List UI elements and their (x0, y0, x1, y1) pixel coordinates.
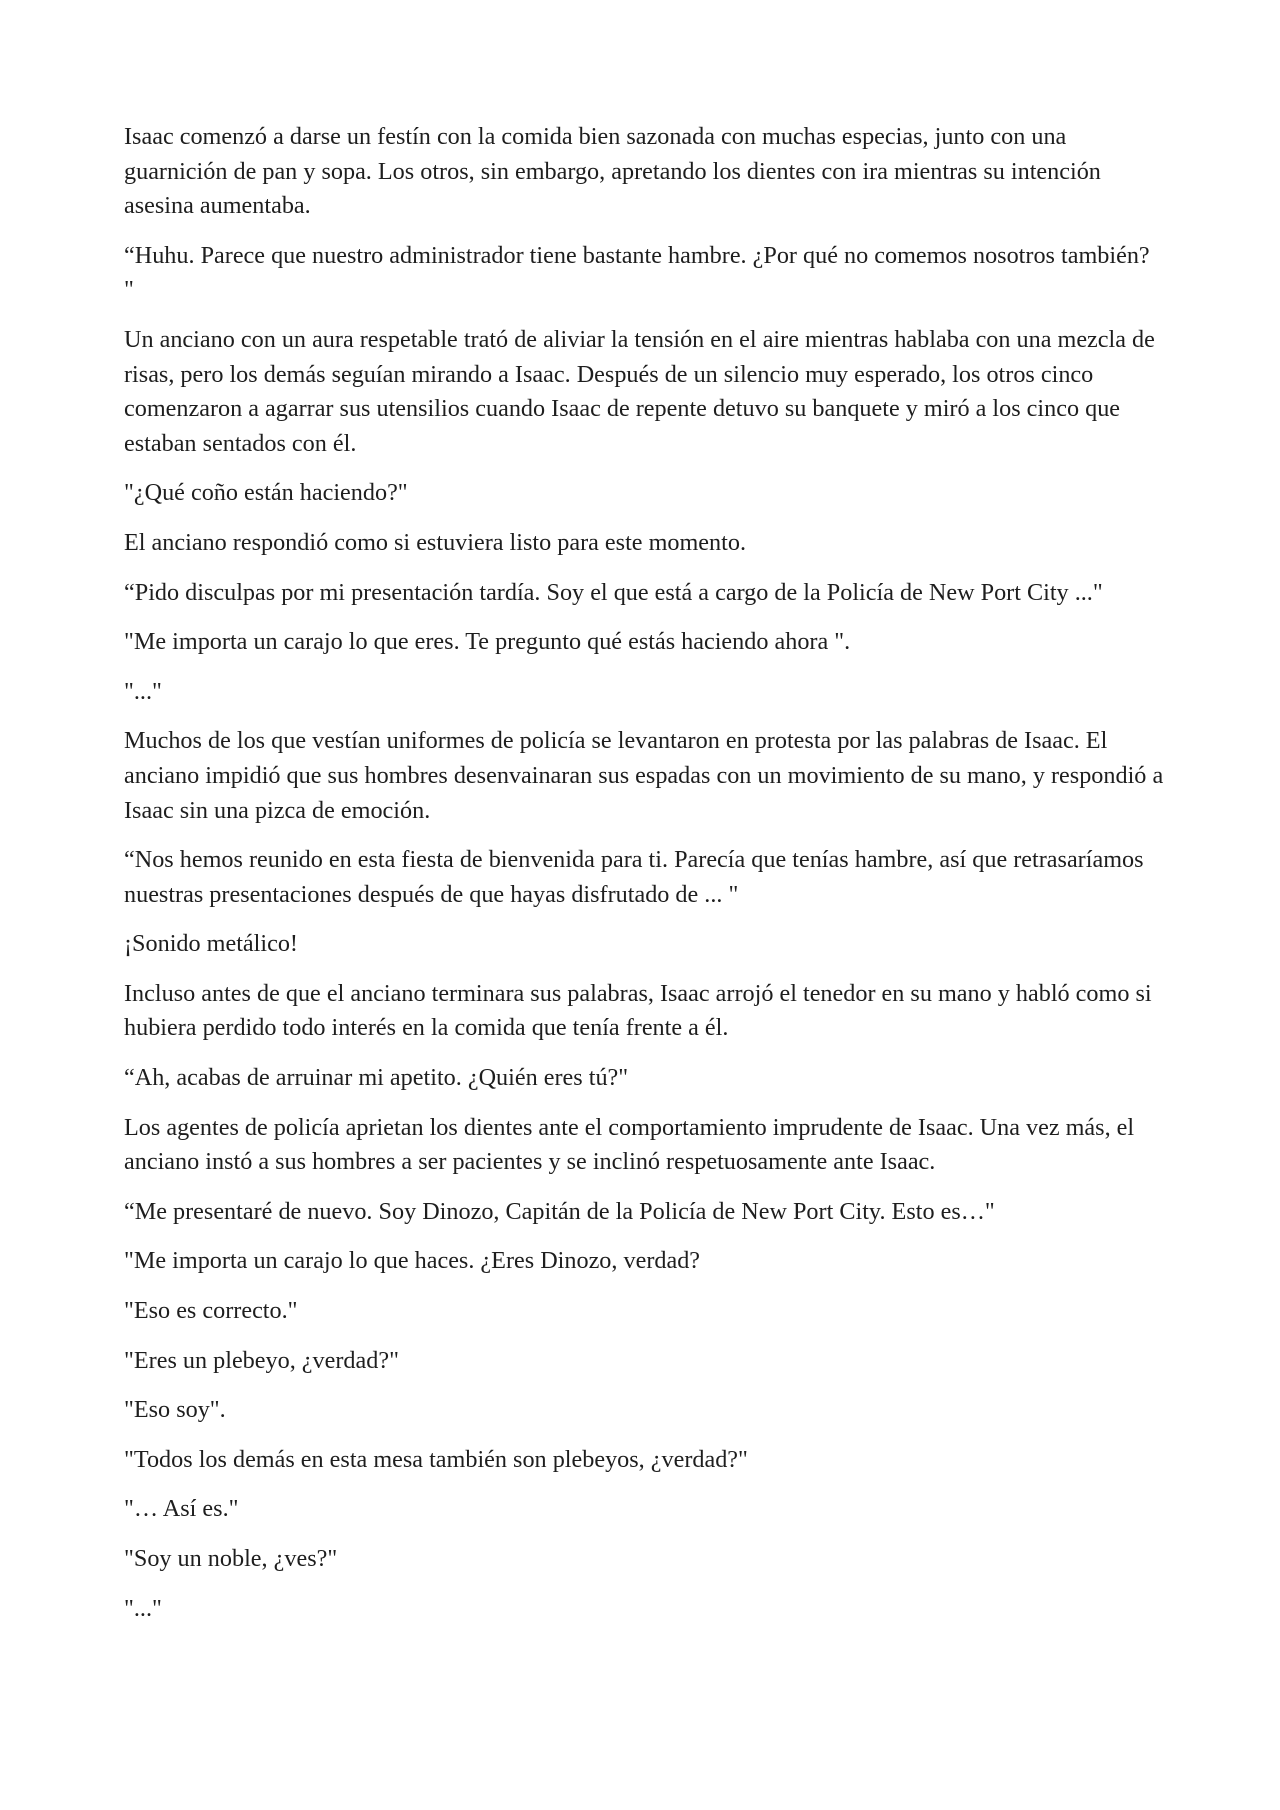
paragraph-4: "¿Qué coño están haciendo?" (124, 479, 408, 507)
paragraph-17: "Eso es correcto." (124, 1297, 298, 1325)
paragraph-11: ¡Sonido metálico! (124, 930, 298, 958)
paragraph-8: "..." (124, 677, 162, 705)
paragraph-7: "Me importa un carajo lo que eres. Te pregunto qué estás haciendo ahora ". (124, 628, 851, 656)
paragraph-19: "Eso soy". (124, 1396, 226, 1424)
paragraph-21: "… Así es." (124, 1495, 239, 1523)
paragraph-20: "Todos los demás en esta mesa también son plebeyos, ¿verdad?" (124, 1445, 748, 1473)
paragraph-9: Muchos de los que vestían uniformes de policía se levantaron en protesta por las palabras de Isaac. El anciano impidió que sus hombres desenvainaran sus espadas con un movimiento de su mano, y respondió a Isaac sin una pizca de emoción. (124, 727, 1164, 824)
paragraph-5: El anciano respondió como si estuviera listo para este momento. (124, 528, 746, 556)
paragraph-6: “Pido disculpas por mi presentación tardía. Soy el que está a cargo de la Policía de New Port City ..." (124, 578, 1103, 606)
paragraph-16: "Me importa un carajo lo que haces. ¿Eres Dinozo, verdad? (124, 1247, 701, 1275)
paragraph-1: Isaac comenzó a darse un festín con la comida bien sazonada con muchas especias, junto con una guarnición de pan y sopa. Los otros, sin embargo, apretando los dientes con ira mientras su intención asesina aumentaba. (124, 123, 1101, 220)
paragraph-3: Un anciano con un aura respetable trató de aliviar la tensión en el aire mientras hablaba con una mezcla de risas, pero los demás seguían mirando a Isaac. Después de un silencio muy esperado, los otros cinco comenzaron a agarrar sus utensilios cuando Isaac de repente detuvo su banquete y miró a los cinco que estaban sentados con él. (124, 325, 1155, 457)
paragraph-15: “Me presentaré de nuevo. Soy Dinozo, Capitán de la Policía de New Port City. Esto es…" (124, 1197, 995, 1225)
document-body (124, 120, 1164, 1641)
paragraph-12: Incluso antes de que el anciano terminara sus palabras, Isaac arrojó el tenedor en su mano y habló como si hubiera perdido todo interés en la comida que tenía frente a él. (124, 979, 1152, 1042)
paragraph-10: “Nos hemos reunido en esta fiesta de bienvenida para ti. Parecía que tenías hambre, así que retrasaríamos nuestras presentaciones después de que hayas disfrutado de ... " (124, 846, 1144, 908)
paragraph-13: “Ah, acabas de arruinar mi apetito. ¿Quién eres tú?" (124, 1064, 629, 1092)
paragraph-23: "..." (124, 1594, 162, 1622)
paragraph-22: "Soy un noble, ¿ves?" (124, 1545, 338, 1572)
paragraph-2: “Huhu. Parece que nuestro administrador tiene bastante hambre. ¿Por qué no comemos nosotros también? " (124, 241, 1150, 304)
paragraph-14: Los agentes de policía aprietan los dientes ante el comportamiento imprudente de Isaac. Una vez más, el anciano instó a sus hombres a ser pacientes y se inclinó respetuosamente ante Isaac. (124, 1113, 1135, 1176)
paragraph-18: "Eres un plebeyo, ¿verdad?" (124, 1346, 399, 1374)
